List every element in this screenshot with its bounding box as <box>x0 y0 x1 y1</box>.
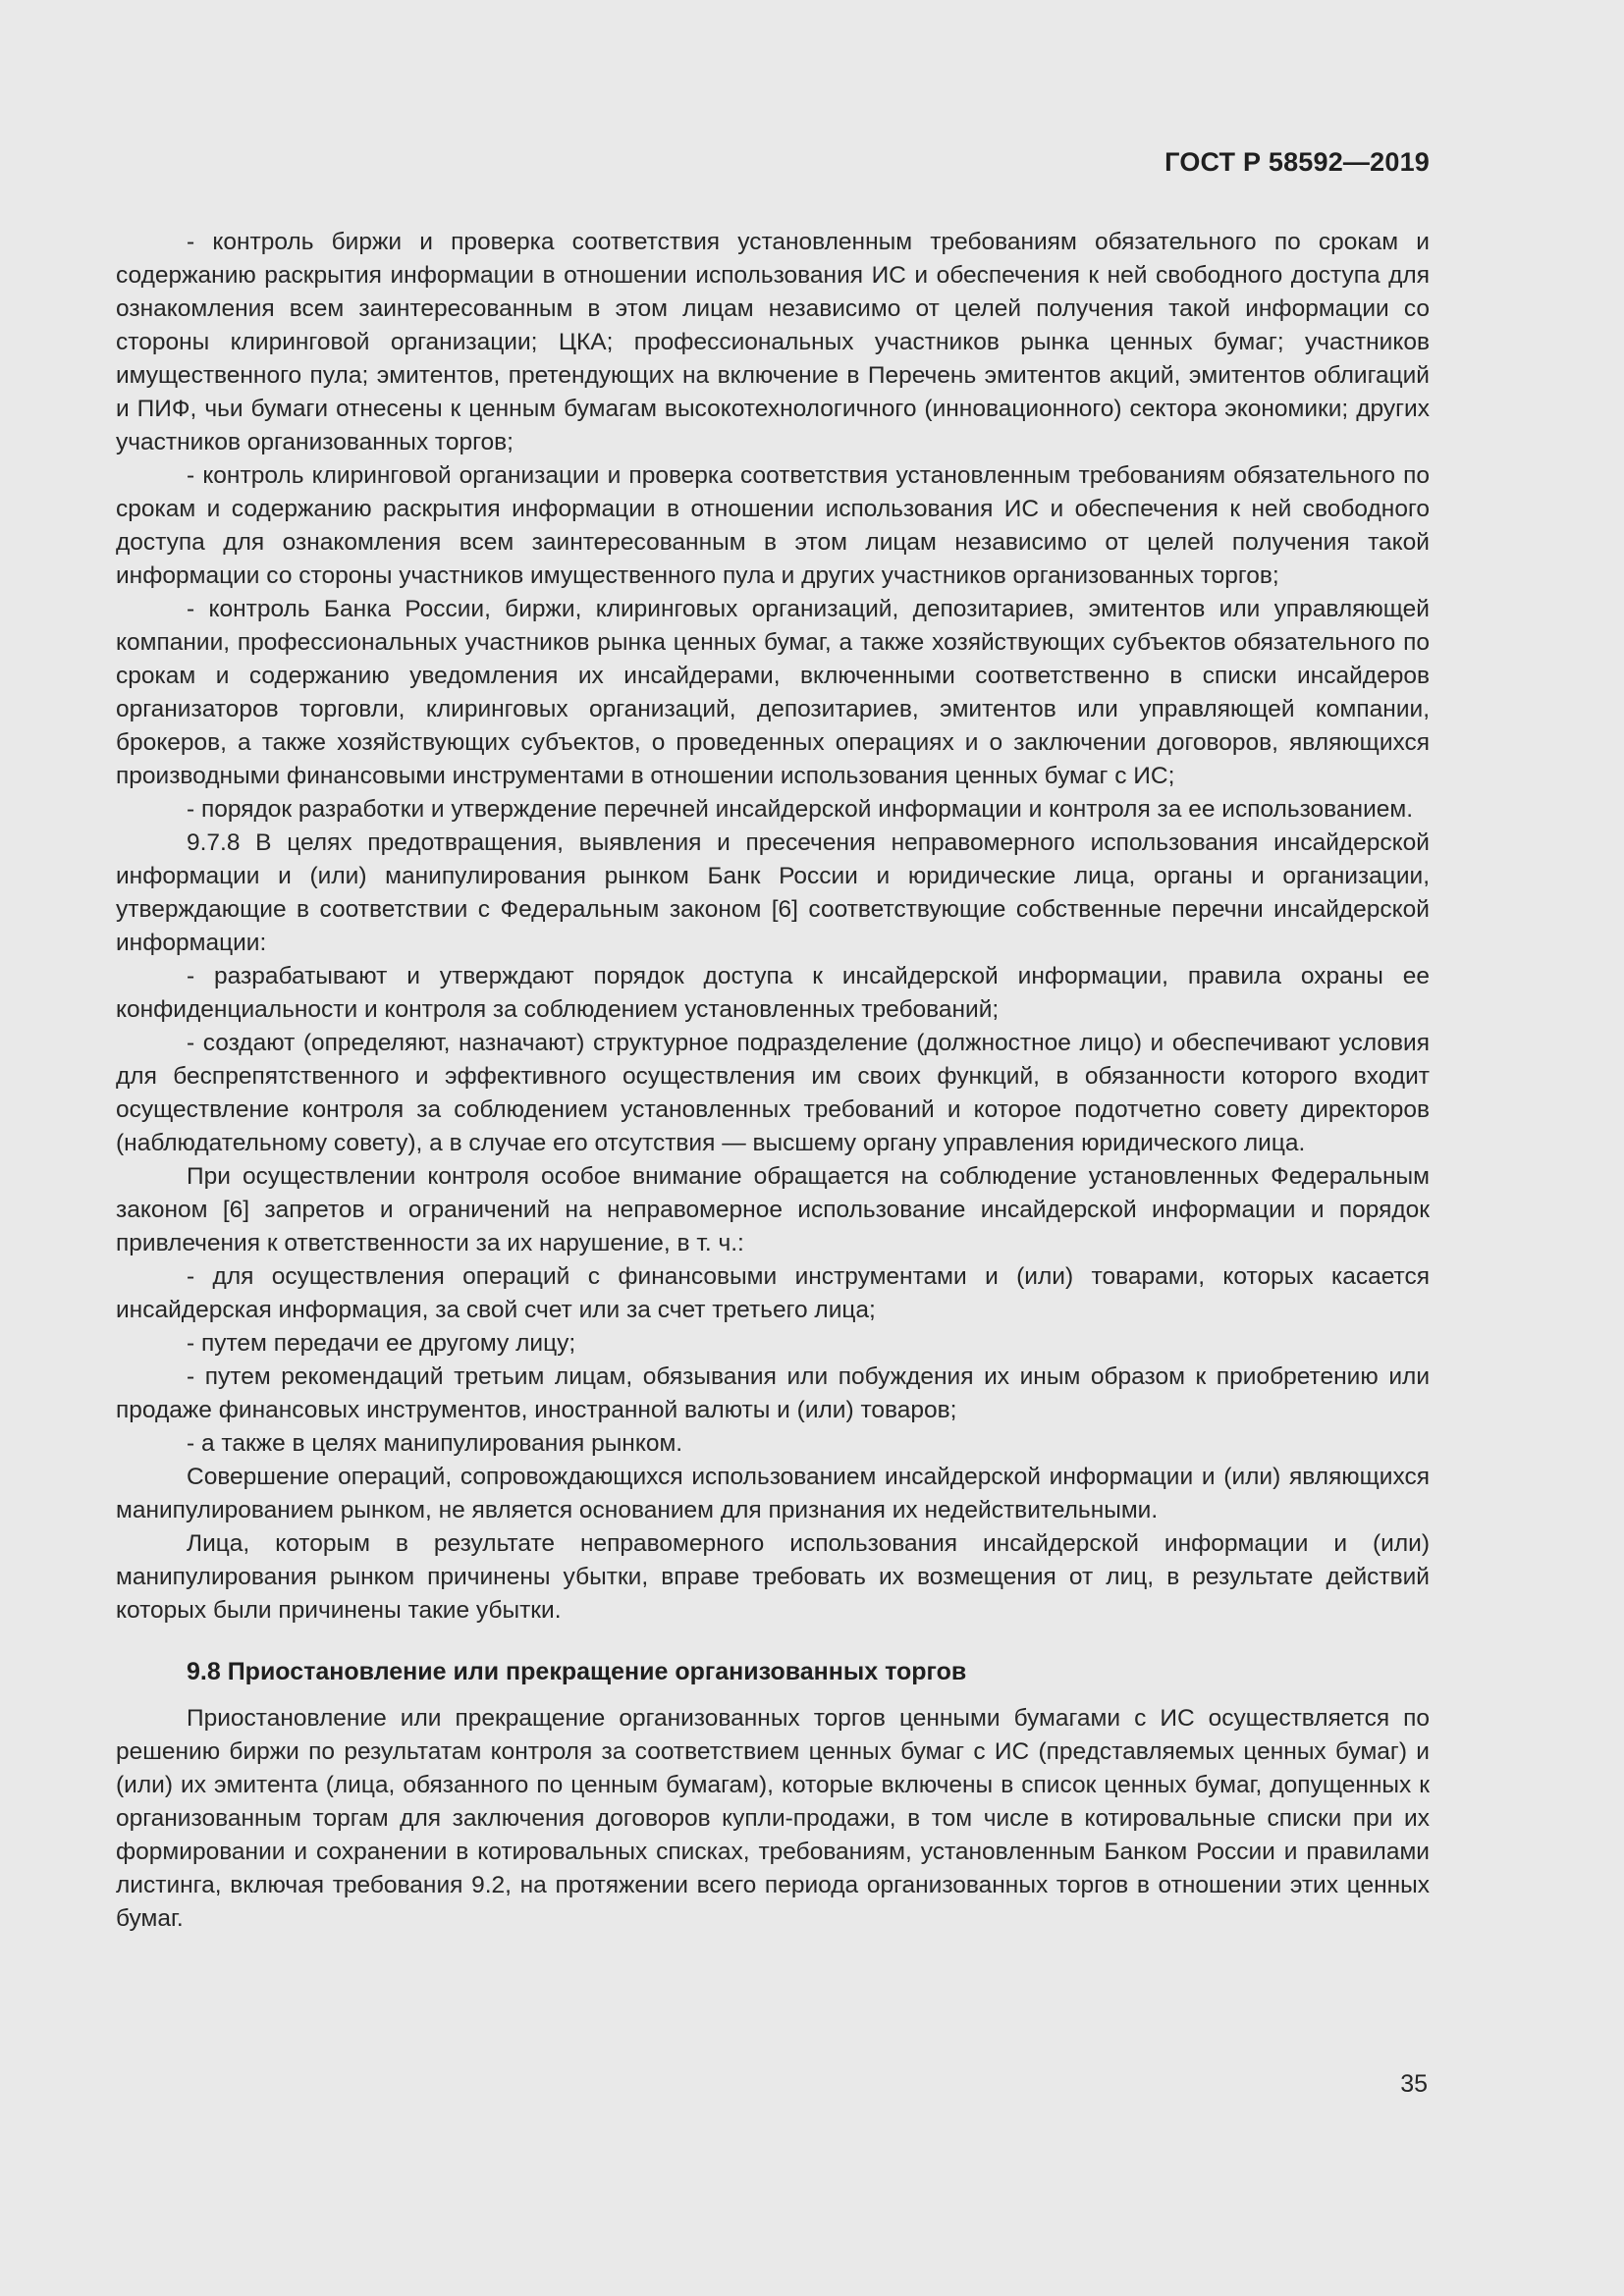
paragraph: - порядок разработки и утверждение перечней инсайдерской информации и контроля за ее использованием. <box>187 796 1414 823</box>
clause-paragraph: 9.7.8 В целях предотвращения, выявления и пресечения неправомерного использования инсайдерской информации и (или) манипулирования рынком Банк России и юридические лица, органы и организации, утверждающие в соответствии с Федеральным законом [6] соответствующие собственные перечни инсайдерской информации: <box>116 829 1430 956</box>
paragraph: - путем передачи ее другому лицу; <box>187 1330 576 1357</box>
paragraph: Лица, которым в результате неправомерного использования инсайдерской информации и (или) манипулирования рынком причинены убытки, вправе требовать их возмещения от лиц, в результате действий которых были причинены такие убытки. <box>116 1530 1430 1624</box>
document-header: ГОСТ Р 58592—2019 <box>1164 147 1430 177</box>
section-heading: 9.8 Приостановление или прекращение организованных торгов <box>187 1658 967 1685</box>
paragraph: При осуществлении контроля особое внимание обращается на соблюдение установленных Федеральным законом [6] запретов и ограничений на неправомерное использование инсайдерской информации и порядок привлечения к ответственности за их нарушение, в т. ч.: <box>116 1163 1430 1256</box>
paragraph: Приостановление или прекращение организованных торгов ценными бумагами с ИС осуществляется по решению биржи по результатам контроля за соответствием ценных бумаг с ИС (представляемых ценных бумаг) и (или) их эмитента (лица, обязанного по ценным бумагам), которые включены в список ценных бумаг, допущенных к организованным торгам для заключения договоров купли-продажи, в том числе в котировальные списки при их формировании и сохранении в котировальных списках, требованиям, установленным Банком России и правилами листинга, включая требования 9.2, на протяжении всего периода организованных торгов в отношении этих ценных бумаг. <box>116 1705 1430 1932</box>
paragraph: - контроль биржи и проверка соответствия установленным требованиям обязательного по срокам и содержанию раскрытия информации в отношении использования ИС и обеспечения к ней свободного доступа для ознакомления всем заинтересованным в этом лицам независимо от целей получения такой информации со стороны клиринговой организации; ЦКА; профессиональных участников рынка ценных бумаг; участников имущественного пула; эмитентов, претендующих на включение в Перечень эмитентов акций, эмитентов облигаций и ПИФ, чьи бумаги отнесены к ценным бумагам высокотехнологичного (инновационного) сектора экономики; других участников организованных торгов; <box>116 229 1430 455</box>
paragraph: - путем рекомендаций третьим лицам, обязывания или побуждения их иным образом к приобретению или продаже финансовых инструментов, иностранной валюты и (или) товаров; <box>116 1363 1430 1423</box>
paragraph: - разрабатывают и утверждают порядок доступа к инсайдерской информации, правила охраны ее конфиденциальности и контроля за соблюдением установленных требований; <box>116 963 1430 1023</box>
paragraph: - а также в целях манипулирования рынком. <box>187 1430 683 1457</box>
paragraph: - контроль клиринговой организации и проверка соответствия установленным требованиям обязательного по срокам и содержанию раскрытия информации в отношении использования ИС и обеспечения к ней свободного доступа для ознакомления всем заинтересованным в этом лицам независимо от целей получения такой информации со стороны участников имущественного пула и других участников организованных торгов; <box>116 462 1430 589</box>
document-body <box>116 226 1430 1936</box>
page-number: 35 <box>1400 2070 1428 2098</box>
paragraph: - создают (определяют, назначают) структурное подразделение (должностное лицо) и обеспечивают условия для беспрепятственного и эффективного осуществления им своих функций, в обязанности которого входит осуществление контроля за соблюдением установленных требований и которое подотчетно совету директоров (наблюдательному совету), а в случае его отсутствия — высшему органу управления юридического лица. <box>116 1030 1430 1156</box>
paragraph: - для осуществления операций с финансовыми инструментами и (или) товарами, которых касается инсайдерская информация, за свой счет или за счет третьего лица; <box>116 1263 1430 1323</box>
paragraph: Совершение операций, сопровождающихся использованием инсайдерской информации и (или) являющихся манипулированием рынком, не является основанием для признания их недействительными. <box>116 1464 1430 1523</box>
paragraph: - контроль Банка России, биржи, клиринговых организаций, депозитариев, эмитентов или управляющей компании, профессиональных участников рынка ценных бумаг, а также хозяйствующих субъектов обязательного по срокам и содержанию уведомления их инсайдерами, включенными соответственно в списки инсайдеров организаторов торговли, клиринговых организаций, депозитариев, эмитентов или управляющей компании, брокеров, а также хозяйствующих субъектов, о проведенных операциях и о заключении договоров, являющихся производными финансовыми инструментами в отношении использования ценных бумаг с ИС; <box>116 596 1430 789</box>
